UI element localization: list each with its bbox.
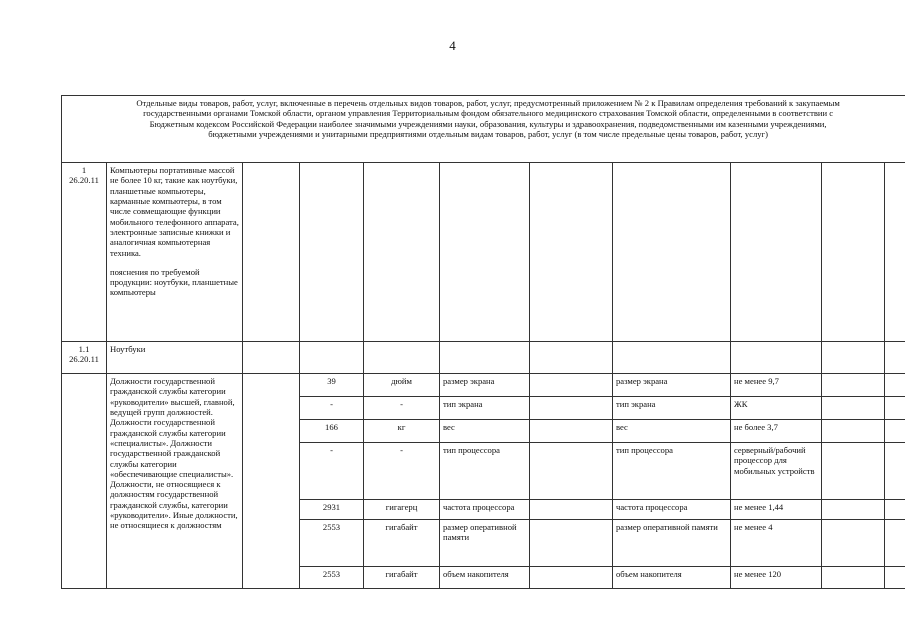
spec-unit: гигабайт	[364, 567, 440, 589]
item-code: 26.20.11	[69, 175, 99, 186]
page-number: 4	[449, 38, 456, 53]
spec-value: не более 3,7	[731, 420, 822, 443]
spec-name: объем накопителя	[440, 567, 530, 589]
spec-name-2: объем накопителя	[613, 567, 731, 589]
spec-name: частота процессора	[440, 500, 530, 520]
spec-name: тип экрана	[440, 397, 530, 420]
spec-name-2: размер оперативной памяти	[613, 520, 731, 567]
spec-value: не менее 9,7	[731, 374, 822, 397]
item-name: Ноутбуки	[107, 342, 243, 374]
spec-name-2: тип экрана	[613, 397, 731, 420]
table-heading	[62, 96, 905, 163]
item-number: 1.1	[78, 344, 90, 354]
spec-unit: гигабайт	[364, 520, 440, 567]
spec-unit: дюйм	[364, 374, 440, 397]
item-number: 1	[81, 165, 87, 175]
spec-code: 166	[300, 420, 364, 443]
spec-value: не менее 120	[731, 567, 822, 589]
item-row-1-1	[62, 342, 905, 374]
requirements-table	[61, 95, 905, 589]
spec-name: размер экрана	[440, 374, 530, 397]
spec-name-2: частота процессора	[613, 500, 731, 520]
heading-line: Бюджетным кодексом Российской Федерации наиболее значимыми учреждениями науки, образования, культуры и здравоохранения, подведомственными им казенными учреждениями,	[149, 118, 827, 129]
positions-cell: Должности государственной гражданской службы категории «руководители» высшей, главной, ведущей групп должностей. Должности государственной гражданской службы категории «специалисты». Должности государственной гражданской службы категории «обеспечивающие специалисты». Должности, не относящиеся к должностям государственной гражданской службы, категории «руководители». Иные должности, не относящиеся к должностям	[107, 374, 243, 589]
item-name-cell	[107, 163, 243, 342]
spec-name: вес	[440, 420, 530, 443]
spec-value: не менее 4	[731, 520, 822, 567]
spec-value: не менее 1,44	[731, 500, 822, 520]
item-number-cell	[62, 342, 107, 374]
spec-row	[62, 374, 905, 397]
heading-line: Отдельные виды товаров, работ, услуг, включенные в перечень отдельных видов товаров, работ, услуг, предусмотренный приложением № 2 к Правилам определения требований к закупаемым	[136, 98, 840, 108]
spec-name-2: вес	[613, 420, 731, 443]
heading-line: бюджетными учреждениями и унитарными предприятиями отдельным видам товаров, работ, услуг (в том числе предельные цены товаров, работ, услуг)	[208, 128, 768, 139]
spec-name: размер оперативной памяти	[440, 520, 530, 567]
item-name: Компьютеры портативные массой не более 10 кг, такие как ноутбуки, планшетные компьютеры, карманные компьютеры, в том числе совмещающие функции мобильного телефонного аппарата, электронные записные книжки и аналогичная компьютерная техника.	[110, 165, 239, 258]
heading-row	[62, 96, 905, 163]
spec-unit: гигагерц	[364, 500, 440, 520]
item-note: пояснения по требуемой продукции: ноутбуки, планшетные компьютеры	[110, 266, 238, 298]
spec-name-2: размер экрана	[613, 374, 731, 397]
spec-name: тип процессора	[440, 443, 530, 500]
spec-unit: -	[364, 443, 440, 500]
item-number-cell	[62, 163, 107, 342]
spec-name-2: тип процессора	[613, 443, 731, 500]
spec-unit: -	[364, 397, 440, 420]
spec-code: 39	[300, 374, 364, 397]
spec-value: серверный/рабочий процессор для мобильных устройств	[731, 443, 822, 500]
spec-value: ЖК	[731, 397, 822, 420]
spec-code: -	[300, 443, 364, 500]
item-row-1	[62, 163, 905, 342]
item-code: 26.20.11	[69, 354, 99, 365]
spec-unit: кг	[364, 420, 440, 443]
spec-code: 2931	[300, 500, 364, 520]
spec-code: 2553	[300, 520, 364, 567]
spec-code: 2553	[300, 567, 364, 589]
heading-line: государственными органами Томской области, органом управления Территориальным фондом обязательного медицинского страхования Томской области, определенными в соответствии с	[143, 108, 834, 119]
spec-code: -	[300, 397, 364, 420]
